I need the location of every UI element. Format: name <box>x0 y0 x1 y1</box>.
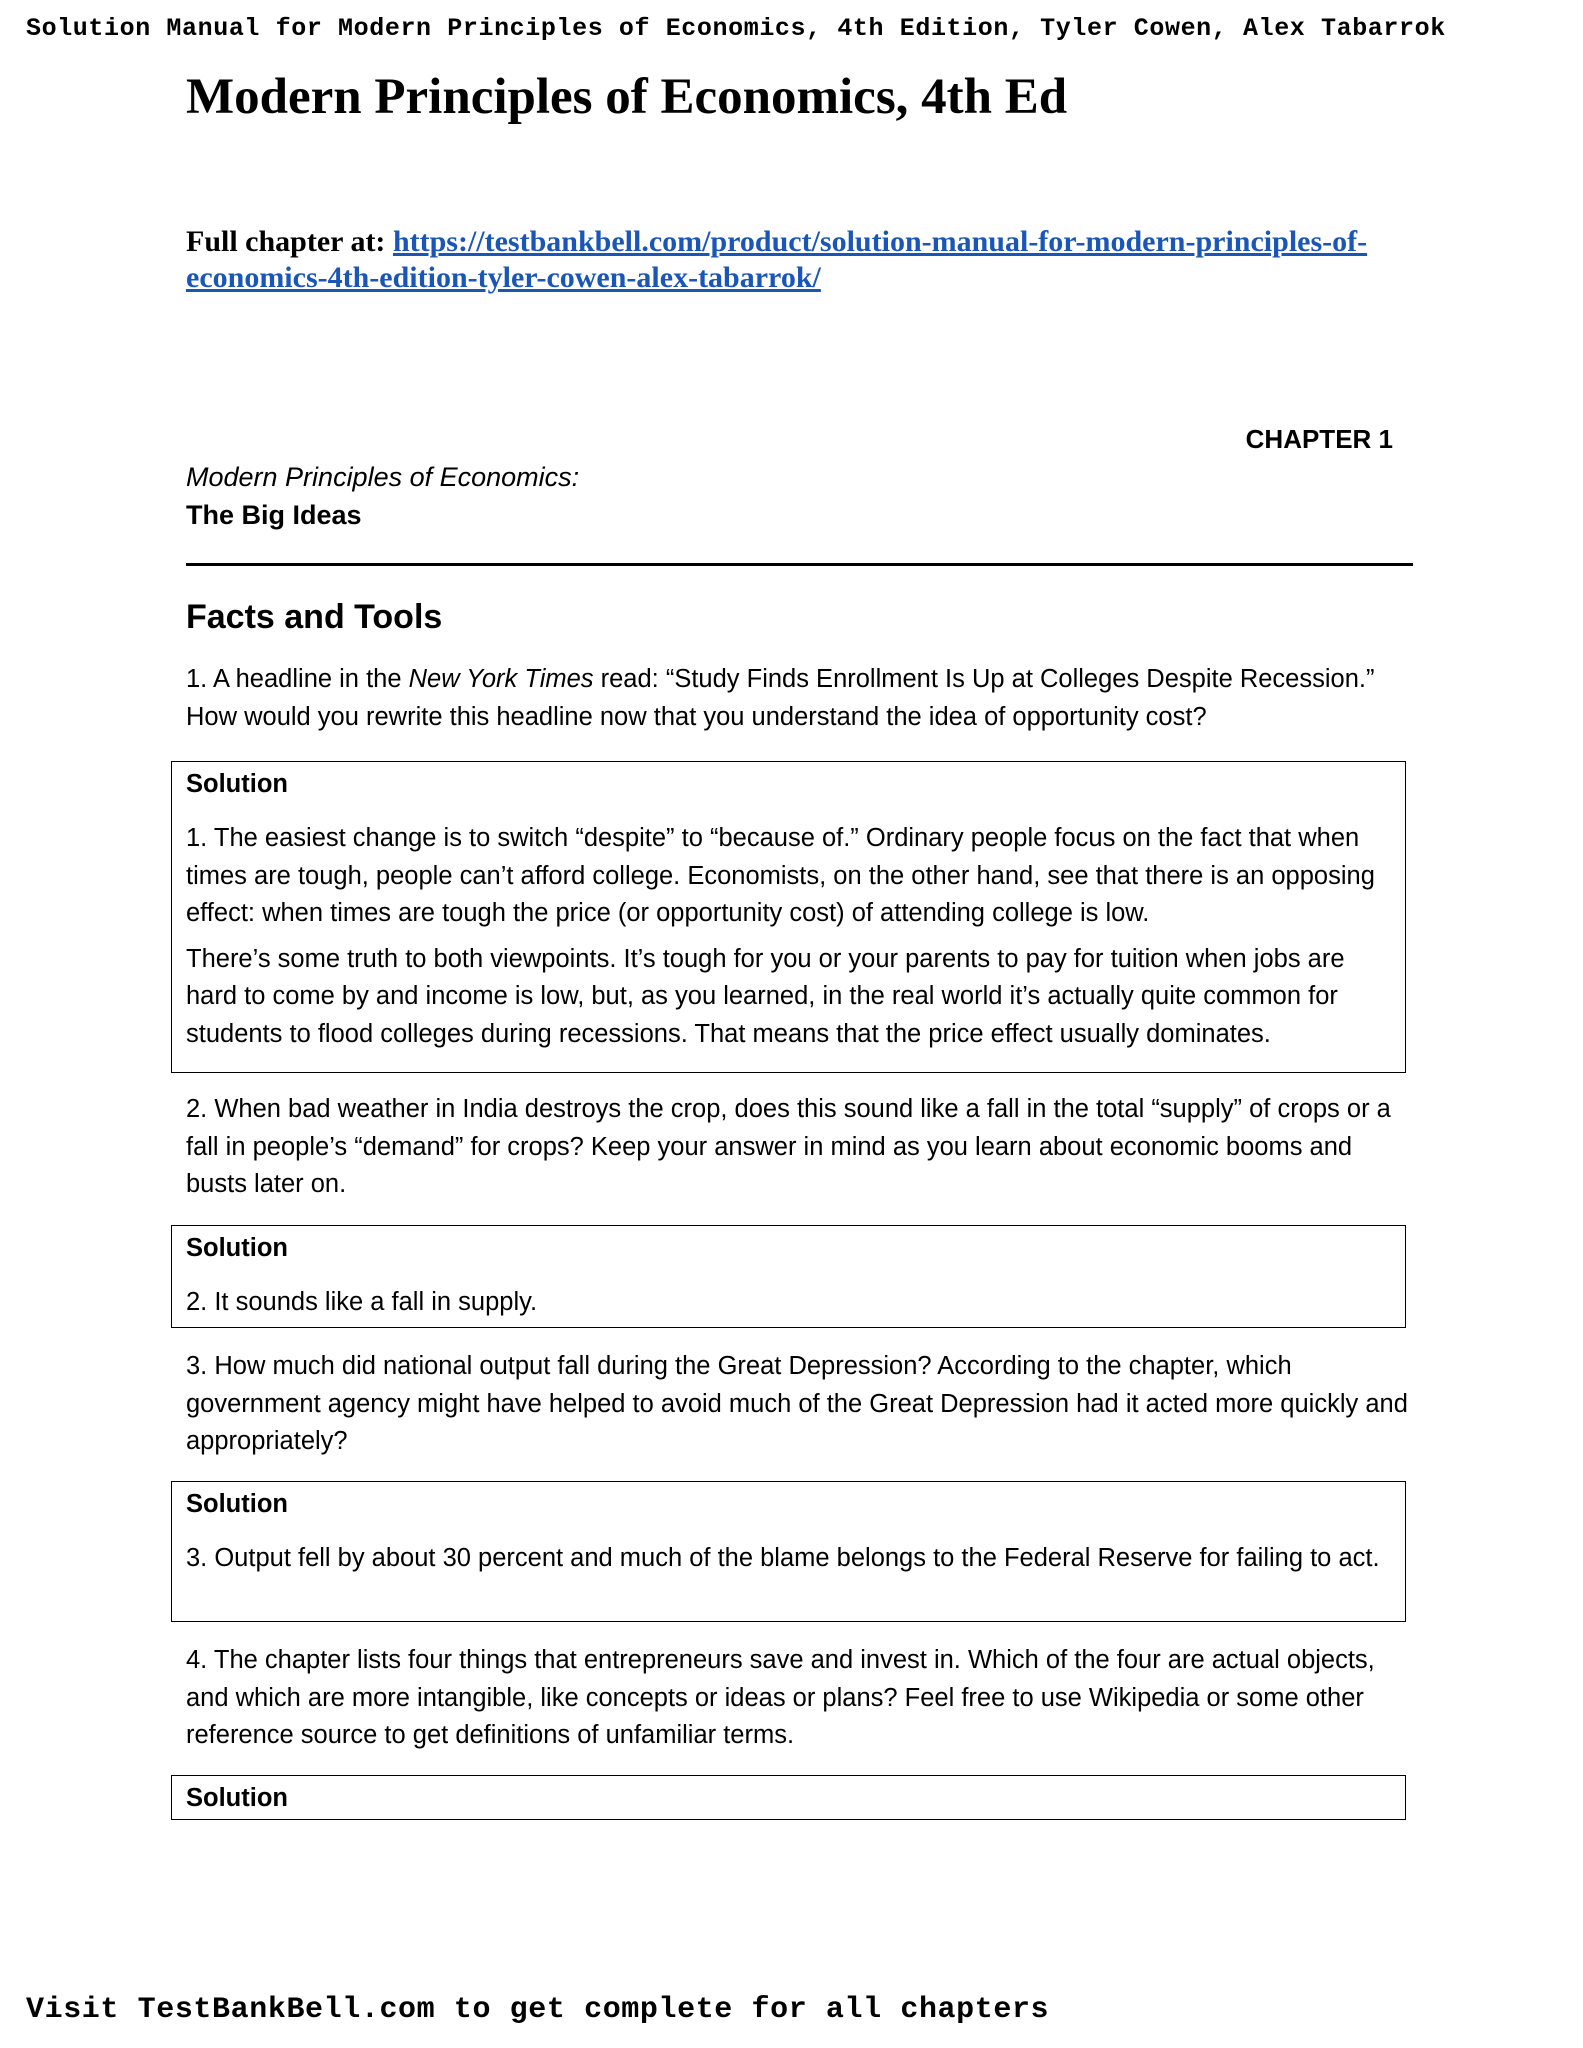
solution-heading: Solution <box>186 1784 288 1812</box>
full-chapter-label: Full chapter at: <box>186 225 386 258</box>
top-banner: Solution Manual for Modern Principles of Economics, 4th Edition, Tyler Cowen, Alex Tabarrok <box>26 14 1446 43</box>
question-1-italic: New York Times <box>408 665 594 693</box>
solution-paragraph: There’s some truth to both viewpoints. It’s tough for you or your parents to pay for tuition when jobs are hard to come by and income is low, but, as you learned, in the real world it’s actually quite common for students to flood colleges during recessions. That means that the price effect usually dominates. <box>186 944 1345 1048</box>
question-2: 2. When bad weather in India destroys the crop, does this sound like a fall in the total “supply” of crops or a fall in people’s “demand” for crops? Keep your answer in mind as you learn about economic booms and busts later on. <box>186 1095 1391 1198</box>
bottom-banner: Visit TestBankBell.com to get complete for all chapters <box>26 1993 1050 2027</box>
question-1-text-b: read: “Study Finds Enrollment Is Up at Colleges Despite Recession.” How would you rewrite this headline now that you understand the idea of opportunity cost? <box>186 665 1375 731</box>
chapter-label: CHAPTER 1 <box>1245 424 1393 454</box>
solution-paragraph: 3. Output fell by about 30 percent and much of the blame belongs to the Federal Reserve for failing to act. <box>186 1544 1380 1572</box>
solution-box-2 <box>171 1225 1406 1328</box>
question-3: 3. How much did national output fall during the Great Depression? According to the chapter, which government agency might have helped to avoid much of the Great Depression had it acted more quickly and appropriately? <box>186 1352 1408 1455</box>
solution-heading: Solution <box>186 770 288 798</box>
solution-paragraph: 1. The easiest change is to switch “despite” to “because of.” Ordinary people focus on the fact that when times are tough, people can’t afford college. Economists, on the other hand, see that there is an opposing effect: when times are tough the price (or opportunity cost) of attending college is low. <box>186 824 1375 927</box>
question-4: 4. The chapter lists four things that entrepreneurs save and invest in. Which of the four are actual objects, and which are more intangible, like concepts or ideas or plans? Feel free to use Wikipedia or some other reference source to get definitions of unfamiliar terms. <box>186 1646 1375 1749</box>
solution-paragraph: 2. It sounds like a fall in supply. <box>186 1288 538 1316</box>
divider <box>186 563 1413 566</box>
question-1-text-a: 1. A headline in the <box>186 665 409 693</box>
solution-box-1 <box>171 761 1406 1073</box>
solution-heading: Solution <box>186 1234 288 1262</box>
solution-box-3 <box>171 1481 1406 1622</box>
document-title: Modern Principles of Economics, 4th Ed <box>186 69 1068 125</box>
chapter-subtitle-italic: Modern Principles of Economics: <box>186 462 580 492</box>
solution-heading: Solution <box>186 1490 288 1518</box>
chapter-subtitle-bold: The Big Ideas <box>186 500 362 530</box>
question-1 <box>186 661 1411 736</box>
solution-box-4 <box>171 1775 1406 1820</box>
section-heading: Facts and Tools <box>186 598 443 636</box>
full-chapter-line <box>186 224 1416 296</box>
full-chapter-link[interactable]: https://testbankbell.com/product/solution-manual-for-modern-principles-of-economics-4th-edition-tyler-cowen-alex-tabarrok/ <box>186 225 1368 294</box>
